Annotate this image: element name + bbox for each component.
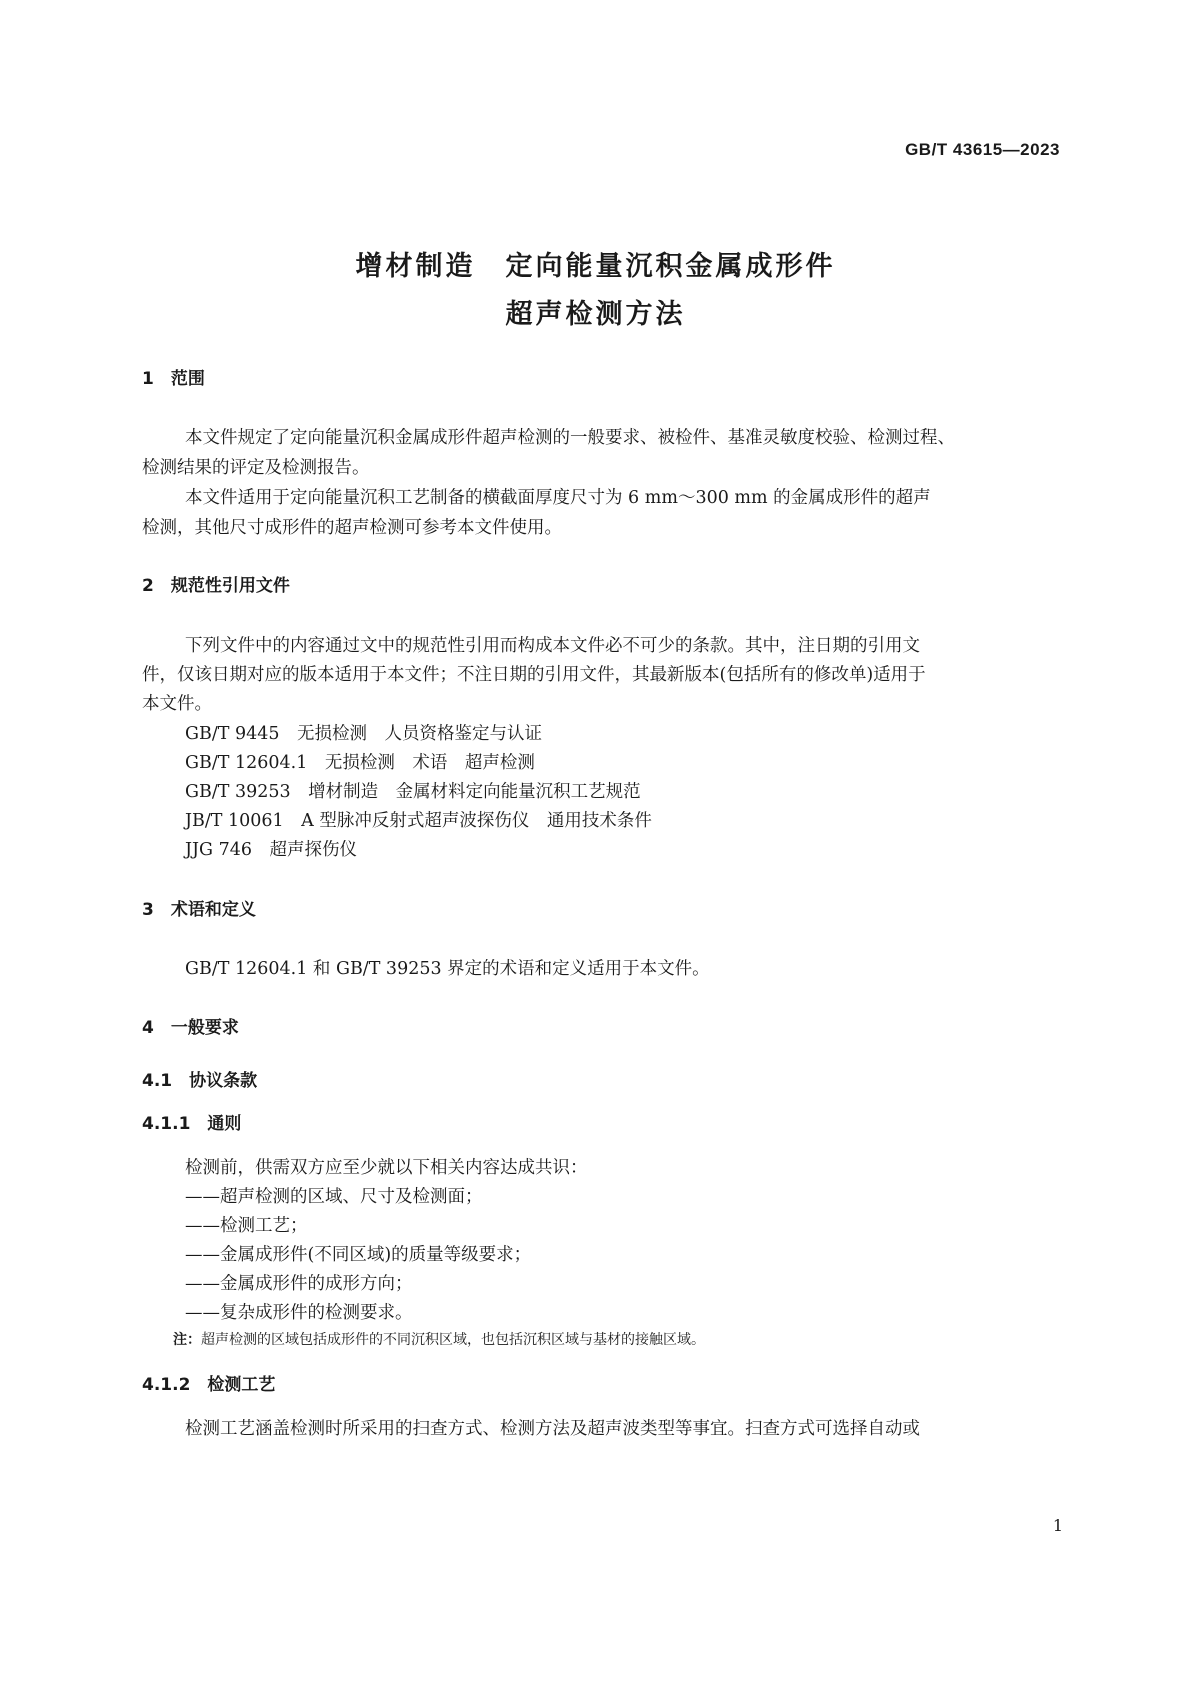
standard-number: GB/T 43615—2023	[905, 140, 1060, 159]
document-title-line1: 增材制造 定向能量沉积金属成形件	[355, 251, 836, 282]
section-1-paragraph-1-line-1: 本文件规定了定向能量沉积金属成形件超声检测的一般要求、被检件、基准灵敏度校验、检测过程、	[185, 428, 955, 448]
page-number: 1	[1052, 1516, 1063, 1535]
section-2-paragraph-line-3: 本文件。	[142, 694, 212, 714]
subsection-4-1-heading: 4.1 协议条款	[142, 1071, 258, 1091]
section-2-paragraph-line-1: 下列文件中的内容通过文中的规范性引用而构成本文件必不可少的条款。其中，注日期的引用文	[185, 636, 920, 656]
list-item: ——检测工艺；	[185, 1216, 308, 1236]
reference-item: GB/T 39253 增材制造 金属材料定向能量沉积工艺规范	[185, 782, 641, 802]
section-1-paragraph-1-line-2: 检测结果的评定及检测报告。	[142, 458, 370, 478]
reference-item: GB/T 12604.1 无损检测 术语 超声检测	[185, 753, 535, 773]
reference-item: GB/T 9445 无损检测 人员资格鉴定与认证	[185, 724, 543, 744]
note-text: 超声检测的区域包括成形件的不同沉积区域，也包括沉积区域与基材的接触区域。	[201, 1332, 705, 1348]
subsection-4-1-2-paragraph: 检测工艺涵盖检测时所采用的扫查方式、检测方法及超声波类型等事宜。扫查方式可选择自动或	[185, 1419, 920, 1439]
section-2-paragraph-line-2: 件，仅该日期对应的版本适用于本文件；不注日期的引用文件，其最新版本(包括所有的修改单)适用于	[142, 665, 926, 685]
note-label: 注：	[173, 1332, 201, 1348]
subsection-4-1-1-paragraph: 检测前，供需双方应至少就以下相关内容达成共识：	[185, 1158, 588, 1178]
section-2-heading: 2 规范性引用文件	[142, 576, 290, 596]
reference-item: JJG 746 超声探伤仪	[185, 840, 357, 860]
subsection-4-1-2-heading: 4.1.2 检测工艺	[142, 1375, 276, 1395]
reference-item: JB/T 10061 A 型脉冲反射式超声波探伤仪 通用技术条件	[185, 811, 652, 831]
list-item: ——复杂成形件的检测要求。	[185, 1303, 413, 1323]
section-1-paragraph-2-line-1: 本文件适用于定向能量沉积工艺制备的横截面厚度尺寸为 6 mm～300 mm 的金属成形件的超声	[185, 488, 931, 508]
list-item: ——金属成形件(不同区域)的质量等级要求；	[185, 1245, 532, 1265]
section-3-paragraph: GB/T 12604.1 和 GB/T 39253 界定的术语和定义适用于本文件。	[185, 959, 710, 979]
section-1-paragraph-2-line-2: 检测，其他尺寸成形件的超声检测可参考本文件使用。	[142, 518, 562, 538]
section-3-heading: 3 术语和定义	[142, 900, 256, 920]
subsection-4-1-1-heading: 4.1.1 通则	[142, 1114, 242, 1134]
section-1-heading: 1 范围	[142, 369, 205, 389]
note	[173, 1329, 705, 1349]
section-4-heading: 4 一般要求	[142, 1018, 239, 1038]
list-item: ——金属成形件的成形方向；	[185, 1274, 413, 1294]
list-item: ——超声检测的区域、尺寸及检测面；	[185, 1187, 483, 1207]
document-title-line2: 超声检测方法	[505, 299, 686, 330]
